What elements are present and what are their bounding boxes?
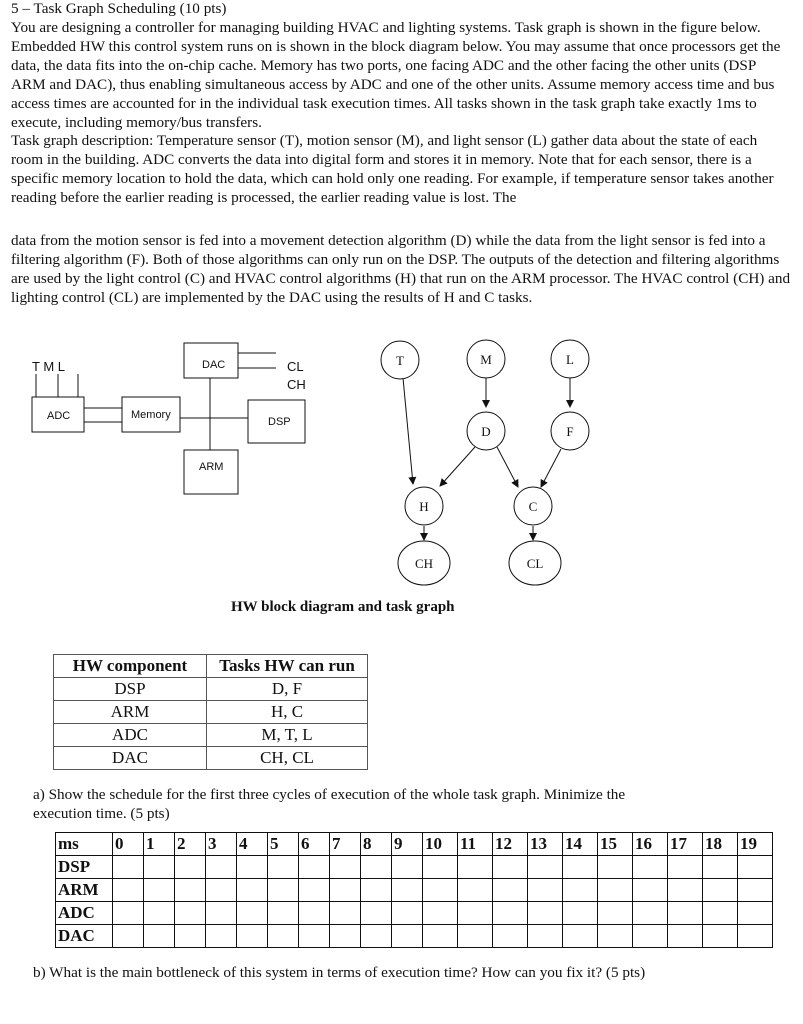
schedule-cell[interactable] [330,879,361,902]
schedule-cell[interactable] [493,902,528,925]
schedule-cell[interactable] [668,925,703,948]
task-label-t: T [396,353,404,368]
question-b: b) What is the main bottleneck of this system in terms of execution time? How can you fix it? (5 pts) [33,964,646,981]
arm-label: ARM [199,461,224,473]
schedule-cell[interactable] [563,902,598,925]
schedule-cell[interactable] [703,856,738,879]
schedule-cell[interactable] [113,902,144,925]
schedule-cell[interactable] [237,879,268,902]
schedule-cell[interactable] [598,856,633,879]
problem-paragraph-2: Task graph description: Temperature sensor (T), motion sensor (M), and light sensor (L) gather data about the state of each room in the building. ADC converts the data into digital form and stores it in memory. Note that for each sensor, there is a specific memory location to hold the data, which can hold only one reading. For example, if temperature sensor takes another reading before the earlier reading is processed, the earlier reading value is lost. The [11,132,774,206]
task-graph [381,340,589,585]
schedule-column-header: 12 [493,833,528,856]
schedule-cell[interactable] [528,856,563,879]
table-cell: CH, CL [207,747,368,770]
task-label-h: H [419,499,429,514]
schedule-row [56,879,773,902]
schedule-cell[interactable] [144,902,175,925]
schedule-cell[interactable] [458,856,493,879]
schedule-column-header: 4 [237,833,268,856]
schedule-cell[interactable] [598,879,633,902]
schedule-cell[interactable] [458,925,493,948]
schedule-cell[interactable] [528,902,563,925]
schedule-cell[interactable] [738,925,773,948]
schedule-column-header: 0 [113,833,144,856]
schedule-row [56,902,773,925]
schedule-cell[interactable] [528,879,563,902]
schedule-cell[interactable] [563,856,598,879]
schedule-cell[interactable] [392,856,423,879]
table-header-cell: HW component [54,655,207,678]
schedule-cell[interactable] [563,879,598,902]
schedule-header-label: ms [56,833,113,856]
hw-component-table [53,654,368,770]
schedule-row-label: DAC [56,925,113,948]
schedule-cell[interactable] [528,925,563,948]
schedule-cell[interactable] [668,856,703,879]
schedule-column-header: 14 [563,833,598,856]
schedule-cell[interactable] [268,879,299,902]
task-label-cl: CL [526,556,544,571]
schedule-column-header: 3 [206,833,237,856]
schedule-cell[interactable] [423,856,458,879]
question-a: a) Show the schedule for the first three cycles of execution of the whole task graph. Minimize the execution time. (5 pts) [33,786,626,822]
schedule-cell[interactable] [392,902,423,925]
schedule-cell[interactable] [330,925,361,948]
task-label-c: C [528,499,538,514]
schedule-cell[interactable] [633,925,668,948]
table-cell: H, C [207,701,368,724]
schedule-cell[interactable] [237,925,268,948]
schedule-cell[interactable] [668,902,703,925]
schedule-cell[interactable] [144,856,175,879]
schedule-cell[interactable] [703,902,738,925]
problem-paragraph-1: You are designing a controller for managing building HVAC and lighting systems. Task graph is shown in the figure below. Embedded HW this control system runs on is shown in the block diagram below. You may assume that once processors get the data, the data fits into the on-chip cache. Memory has two ports, one facing ADC and the other facing the other units (DSP ARM and DAC), thus enabling simultaneous access by ADC and one of the other units. Assume memory access time and bus access times are accounted for in the individual task execution times. All tasks shown in the task graph take exactly 1ms to execute, including memory/bus transfers. [11,19,781,131]
schedule-cell[interactable] [237,902,268,925]
schedule-cell[interactable] [237,856,268,879]
schedule-cell[interactable] [423,902,458,925]
schedule-cell[interactable] [493,879,528,902]
schedule-row [56,925,773,948]
schedule-cell[interactable] [633,879,668,902]
schedule-cell[interactable] [206,856,237,879]
problem-paragraph-3: data from the motion sensor is fed into a movement detection algorithm (D) while the data from the light sensor is fed into a filtering algorithm (F). Both of those algorithms can only run on the DSP. The outputs of the detection and filtering algorithms are used by the light control (C) and HVAC control algorithms (H) that run on the ARM processor. The HVAC control (CH) and lighting control (CL) are implemented by the DAC using the results of H and C tasks. [11,232,791,306]
schedule-column-header: 5 [268,833,299,856]
block-diagram [32,343,306,494]
schedule-column-header: 18 [703,833,738,856]
table-row [54,724,368,747]
schedule-cell[interactable] [361,856,392,879]
task-label-l: L [566,352,574,367]
figure-caption: HW block diagram and task graph [231,599,455,615]
table-cell: ARM [54,701,207,724]
schedule-cell[interactable] [563,925,598,948]
task-label-ch: CH [414,556,434,571]
schedule-column-header: 1 [144,833,175,856]
schedule-cell[interactable] [144,879,175,902]
schedule-row-label: ADC [56,902,113,925]
schedule-header-row [56,833,773,856]
table-row [54,678,368,701]
schedule-column-header: 2 [175,833,206,856]
schedule-cell[interactable] [361,902,392,925]
table-cell: DSP [54,678,207,701]
table-row [54,747,368,770]
table-header-cell: Tasks HW can run [207,655,368,678]
schedule-column-header: 17 [668,833,703,856]
schedule-cell[interactable] [175,925,206,948]
schedule-cell[interactable] [361,925,392,948]
adc-label: ADC [47,410,71,422]
schedule-cell[interactable] [392,925,423,948]
schedule-cell[interactable] [458,879,493,902]
schedule-cell[interactable] [361,879,392,902]
schedule-cell[interactable] [330,856,361,879]
schedule-cell[interactable] [738,879,773,902]
schedule-cell[interactable] [113,925,144,948]
task-label-d: D [481,424,491,439]
schedule-cell[interactable] [633,856,668,879]
schedule-cell[interactable] [738,902,773,925]
schedule-cell[interactable] [392,879,423,902]
schedule-column-header: 10 [423,833,458,856]
schedule-cell[interactable] [423,879,458,902]
table-cell: ADC [54,724,207,747]
schedule-cell[interactable] [268,856,299,879]
schedule-cell[interactable] [268,925,299,948]
schedule-cell[interactable] [268,902,299,925]
schedule-column-header: 19 [738,833,773,856]
schedule-cell[interactable] [330,902,361,925]
schedule-cell[interactable] [206,925,237,948]
schedule-cell[interactable] [299,925,330,948]
schedule-cell[interactable] [738,856,773,879]
schedule-column-header: 11 [458,833,493,856]
schedule-cell[interactable] [206,879,237,902]
schedule-cell[interactable] [299,856,330,879]
schedule-row-label: ARM [56,879,113,902]
schedule-cell[interactable] [206,902,237,925]
table-cell: M, T, L [207,724,368,747]
table-header-row [54,655,368,678]
schedule-cell[interactable] [144,925,175,948]
schedule-cell[interactable] [113,879,144,902]
schedule-cell[interactable] [703,925,738,948]
schedule-column-header: 6 [299,833,330,856]
table-row [54,701,368,724]
memory-label: Memory [131,409,171,421]
schedule-row [56,856,773,879]
schedule-column-header: 15 [598,833,633,856]
schedule-cell[interactable] [703,879,738,902]
schedule-cell[interactable] [598,902,633,925]
task-label-f: F [566,424,574,439]
schedule-cell[interactable] [423,925,458,948]
schedule-table [55,832,773,948]
schedule-column-header: 9 [392,833,423,856]
schedule-cell[interactable] [299,902,330,925]
output-ch-label: CH [287,377,306,392]
schedule-cell[interactable] [633,902,668,925]
schedule-column-header: 16 [633,833,668,856]
schedule-row-label: DSP [56,856,113,879]
output-cl-label: CL [287,359,304,374]
schedule-cell[interactable] [113,856,144,879]
schedule-cell[interactable] [493,925,528,948]
hw-block-diagram-and-task-graph [0,330,803,595]
table-cell: D, F [207,678,368,701]
schedule-column-header: 13 [528,833,563,856]
schedule-column-header: 7 [330,833,361,856]
sensors-label: T M L [32,359,65,374]
schedule-cell[interactable] [175,856,206,879]
dac-label: DAC [202,359,226,371]
schedule-cell[interactable] [668,879,703,902]
schedule-cell[interactable] [299,879,330,902]
schedule-cell[interactable] [598,925,633,948]
table-cell: DAC [54,747,207,770]
problem-title: 5 – Task Graph Scheduling (10 pts) [11,0,227,17]
dsp-label: DSP [268,416,291,428]
schedule-cell[interactable] [175,902,206,925]
schedule-cell[interactable] [175,879,206,902]
task-label-m: M [480,352,492,367]
schedule-cell[interactable] [493,856,528,879]
schedule-cell[interactable] [458,902,493,925]
schedule-column-header: 8 [361,833,392,856]
